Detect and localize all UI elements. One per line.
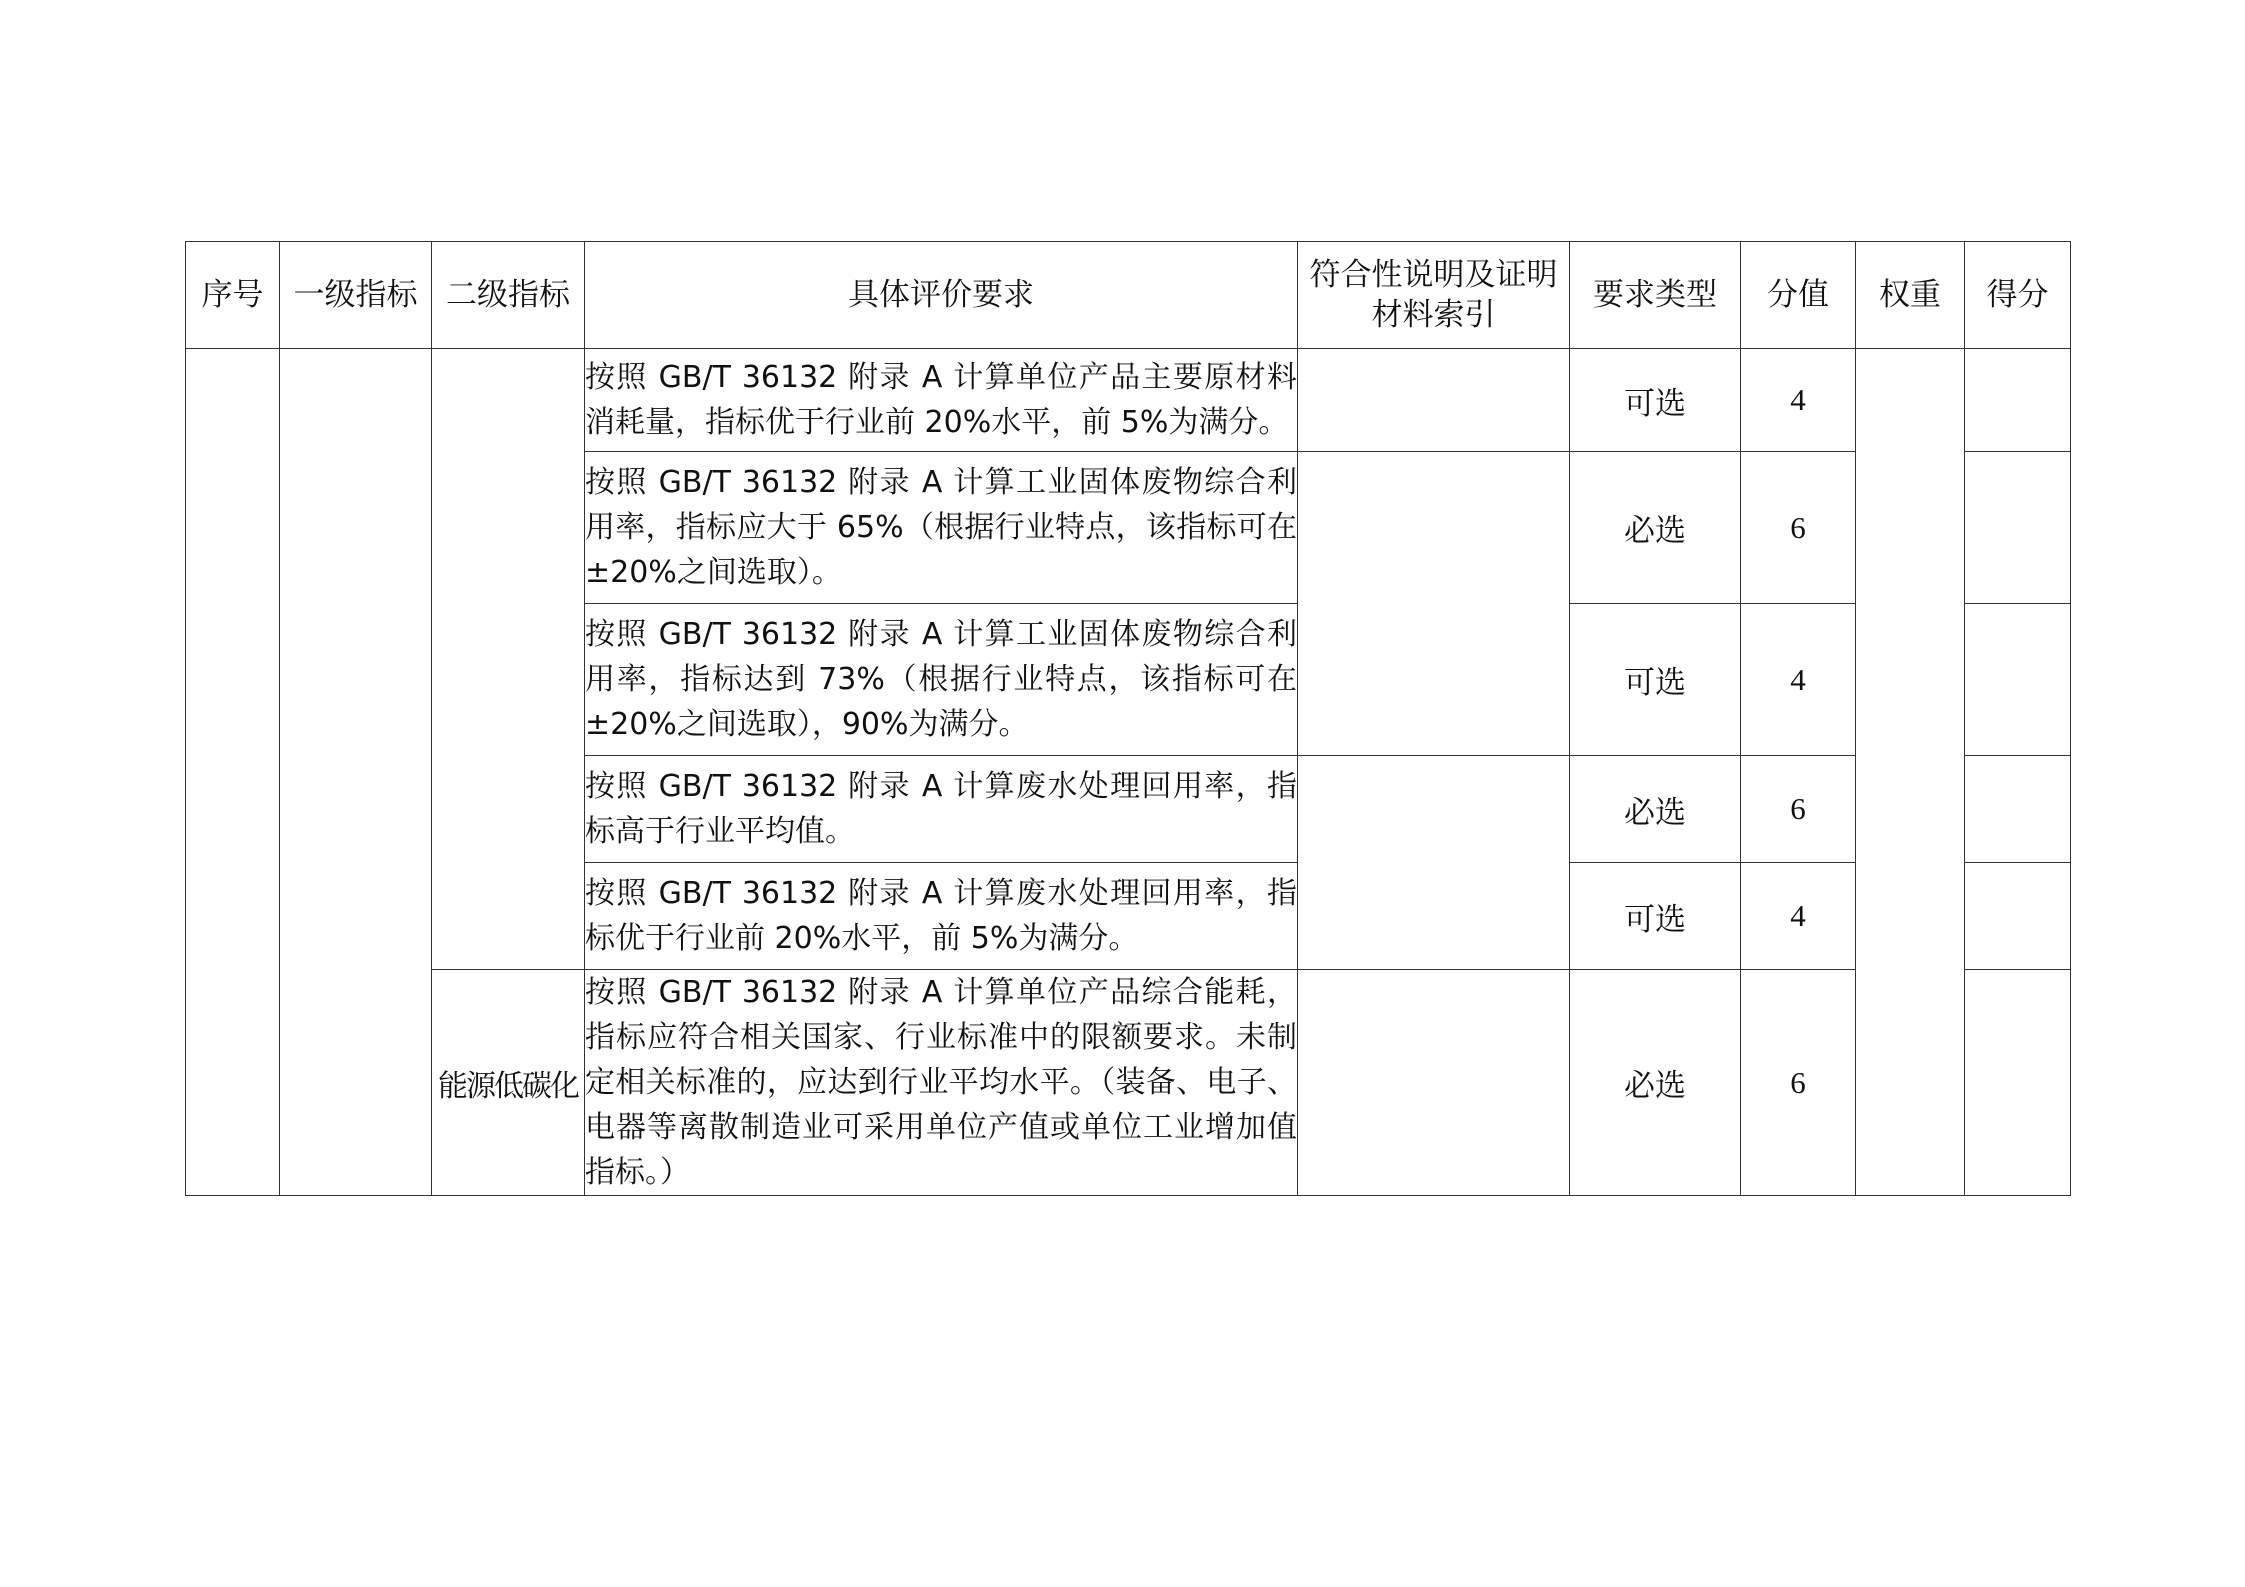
evidence-cell bbox=[1298, 349, 1570, 452]
table-row bbox=[186, 349, 2071, 452]
req-type-cell: 必选 bbox=[1570, 452, 1741, 604]
score-cell: 6 bbox=[1741, 452, 1856, 604]
header-seq: 序号 bbox=[186, 242, 280, 349]
req-type-cell: 必选 bbox=[1570, 970, 1741, 1196]
requirement-cell: 按照 GB/T 36132 附录 A 计算单位产品主要原材料消耗量，指标优于行业前 20%水平，前 5%为满分。 bbox=[585, 349, 1298, 452]
score-cell: 4 bbox=[1741, 604, 1856, 756]
header-req-type: 要求类型 bbox=[1570, 242, 1741, 349]
req-type-cell: 可选 bbox=[1570, 863, 1741, 970]
header-result: 得分 bbox=[1965, 242, 2071, 349]
result-cell bbox=[1965, 452, 2071, 604]
req-type-cell: 可选 bbox=[1570, 604, 1741, 756]
result-cell bbox=[1965, 756, 2071, 863]
result-cell bbox=[1965, 970, 2071, 1196]
level2-cell bbox=[432, 349, 585, 970]
requirement-cell: 按照 GB/T 36132 附录 A 计算废水处理回用率，指标优于行业前 20%水平，前 5%为满分。 bbox=[585, 863, 1298, 970]
header-row bbox=[186, 242, 2071, 349]
seq-cell bbox=[186, 349, 280, 1196]
requirement-cell: 按照 GB/T 36132 附录 A 计算工业固体废物综合利用率，指标应大于 65%（根据行业特点，该指标可在±20%之间选取）。 bbox=[585, 452, 1298, 604]
evidence-cell bbox=[1298, 756, 1570, 970]
requirement-cell: 按照 GB/T 36132 附录 A 计算废水处理回用率，指标高于行业平均值。 bbox=[585, 756, 1298, 863]
score-cell: 6 bbox=[1741, 970, 1856, 1196]
evidence-cell bbox=[1298, 452, 1570, 756]
result-cell bbox=[1965, 604, 2071, 756]
header-level2: 二级指标 bbox=[432, 242, 585, 349]
table-row bbox=[186, 970, 2071, 1196]
header-score: 分值 bbox=[1741, 242, 1856, 349]
header-requirement: 具体评价要求 bbox=[585, 242, 1298, 349]
evaluation-table bbox=[185, 241, 2071, 1196]
requirement-cell: 按照 GB/T 36132 附录 A 计算单位产品综合能耗，指标应符合相关国家、行业标准中的限额要求。未制定相关标准的，应达到行业平均水平。（装备、电子、电器等离散制造业可采用单位产值或单位工业增加值指标。） bbox=[585, 970, 1298, 1196]
level1-cell bbox=[280, 349, 432, 1196]
header-level1: 一级指标 bbox=[280, 242, 432, 349]
score-cell: 4 bbox=[1741, 863, 1856, 970]
weight-cell bbox=[1856, 349, 1965, 1196]
header-evidence: 符合性说明及证明材料索引 bbox=[1298, 242, 1570, 349]
req-type-cell: 必选 bbox=[1570, 756, 1741, 863]
score-cell: 6 bbox=[1741, 756, 1856, 863]
requirement-cell: 按照 GB/T 36132 附录 A 计算工业固体废物综合利用率，指标达到 73%（根据行业特点，该指标可在±20%之间选取），90%为满分。 bbox=[585, 604, 1298, 756]
evidence-cell bbox=[1298, 970, 1570, 1196]
req-type-cell: 可选 bbox=[1570, 349, 1741, 452]
header-weight: 权重 bbox=[1856, 242, 1965, 349]
result-cell bbox=[1965, 349, 2071, 452]
score-cell: 4 bbox=[1741, 349, 1856, 452]
result-cell bbox=[1965, 863, 2071, 970]
level2-cell: 能源低碳化 bbox=[432, 970, 585, 1196]
